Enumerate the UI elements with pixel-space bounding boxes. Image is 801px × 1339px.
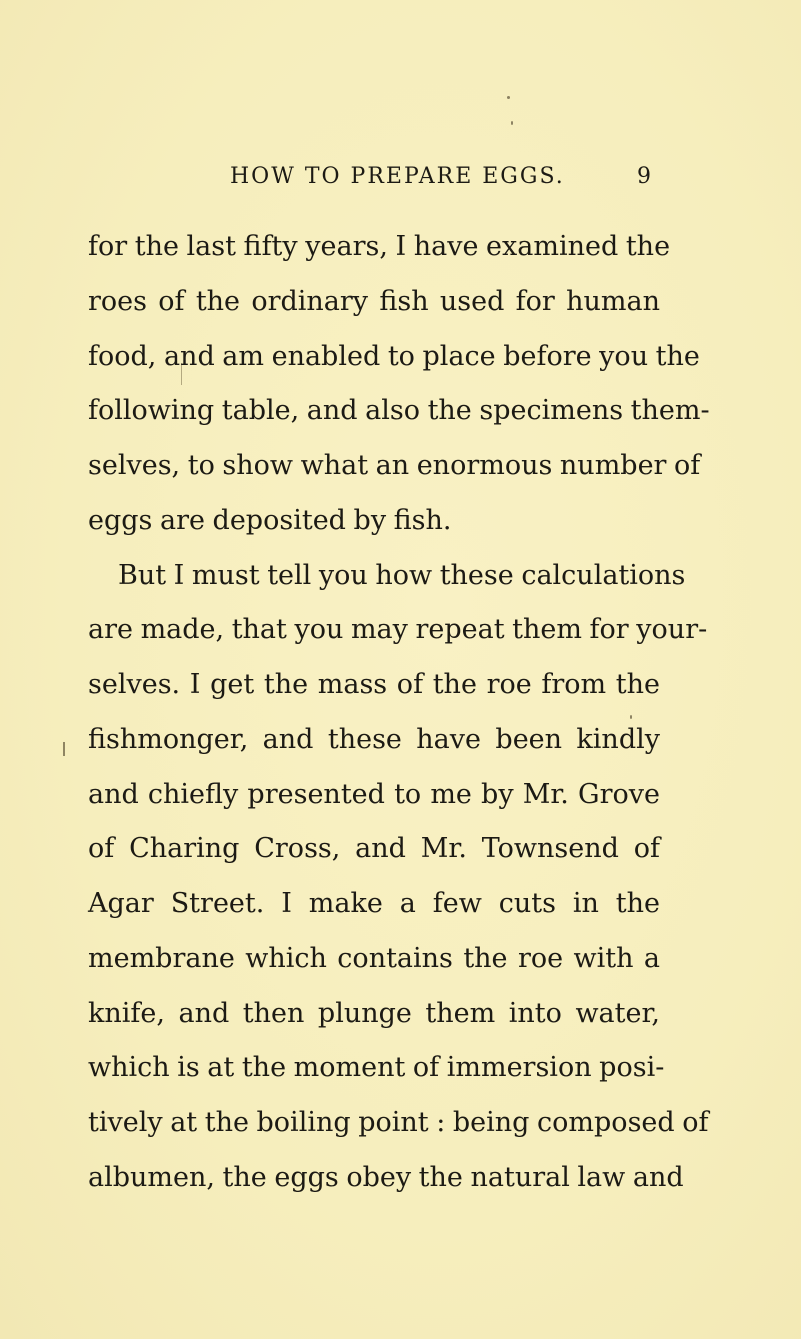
text-line: knife, and then plunge them into water,: [88, 997, 660, 1029]
running-title: HOW TO PREPARE EGGS.: [230, 164, 565, 189]
running-head: [0, 164, 801, 194]
text-line: selves, to show what an enormous number of: [88, 450, 701, 481]
paper-speck: [511, 121, 513, 125]
text-line: Agar Street. I make a few cuts in the: [88, 888, 660, 919]
paper-speck: [507, 96, 510, 99]
text-line: which is at the moment of immersion posi-: [88, 1052, 665, 1084]
text-line: of Charing Cross, and Mr. Townsend of: [88, 833, 660, 865]
text-line: and chiefly presented to me by Mr. Grove: [88, 778, 660, 810]
text-line: membrane which contains the roe with a: [88, 942, 660, 974]
page-number: 9: [637, 164, 651, 189]
text-line: selves. I get the mass of the roe from the: [88, 669, 660, 700]
text-line: But I must tell you how these calculations: [118, 559, 686, 591]
text-line: tively at the boiling point : being composed of: [88, 1107, 709, 1138]
text-line: fishmonger, and these have been kindly: [88, 723, 660, 755]
text-line: for the last fifty years, I have examined the: [88, 231, 671, 262]
text-line: eggs are deposited by fish.: [88, 504, 452, 536]
text-line: albumen, the eggs obey the natural law and: [88, 1161, 684, 1193]
text-line: roes of the ordinary fish used for human: [88, 285, 660, 317]
paper-speck: [63, 742, 65, 756]
body-text: [88, 228, 710, 1214]
text-line: food, and am enabled to place before you the: [88, 340, 700, 372]
text-line: are made, that you may repeat them for your-: [88, 614, 708, 646]
text-line: following table, and also the specimens them-: [88, 395, 710, 427]
